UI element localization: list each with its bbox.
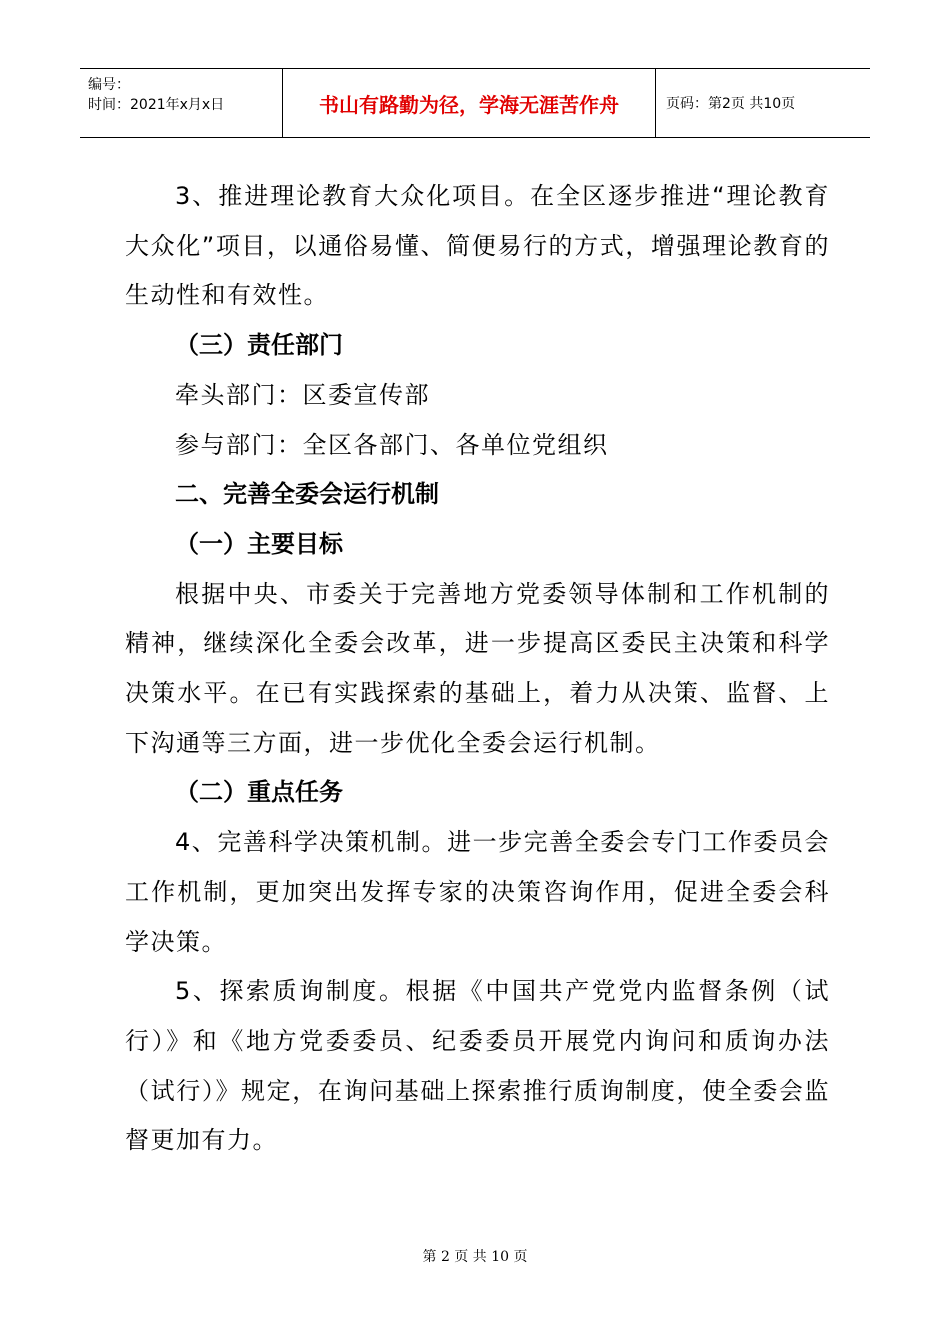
participating-departments: 参与部门：全区各部门、各单位党组织 [175,430,609,459]
section-heading-key-tasks: （二）重点任务 [175,778,343,807]
document-header [80,68,870,138]
paragraph-item-3: 3、推进理论教育大众化项目。在全区逐步推进“理论教育大众化”项目，以通俗易懂、简便易行的方式，增强理论教育的生动性和有效性。 [125,182,830,310]
lead-department: 牵头部门：区委宣传部 [175,380,430,409]
section-heading-responsible-depts: （三）责任部门 [175,331,343,360]
number-label: 编号： [88,77,130,93]
paragraph-item-5: 5、探索质询制度。根据《中国共产党党内监督条例（试行）》和《地方党委委员、纪委委员开展党内询问和质询办法（试行）》规定，在询问基础上探索推行质询制度，使全委会监督更加有力。 [125,977,830,1155]
paragraph-main-goals: 根据中央、市委关于完善地方党委领导体制和工作机制的精神，继续深化全委会改革，进一步提高区委民主决策和科学决策水平。在已有实践探索的基础上，着力从决策、监督、上下沟通等三方面，进一步优化全委会运行机制。 [125,579,830,757]
header-motto: 书山有路勤为径，学海无涯苦作舟 [283,69,656,137]
document-body [125,172,830,1166]
section-heading-main-goals: （一）主要目标 [175,529,343,558]
time-label: 时间：2021年x月x日 [88,97,225,113]
section-heading-2: 二、完善全委会运行机制 [175,480,439,509]
paragraph-item-4: 4、完善科学决策机制。进一步完善全委会专门工作委员会工作机制，更加突出发挥专家的决策咨询作用，促进全委会科学决策。 [125,828,830,956]
page-footer: 第 2 页 共 10 页 [422,1249,528,1265]
header-page-info: 页码：第2页 共10页 [666,96,796,112]
header-meta [80,69,283,137]
